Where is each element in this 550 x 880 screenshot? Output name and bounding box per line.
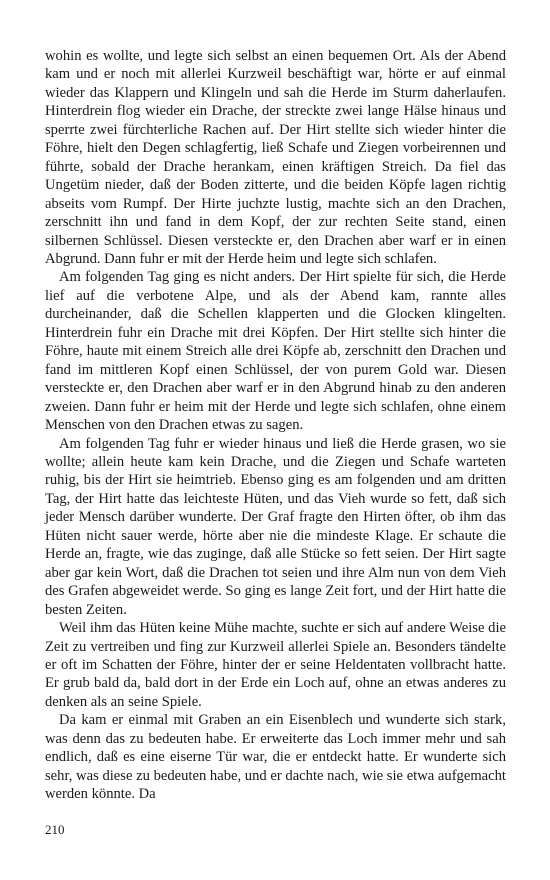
paragraph-4: Weil ihm das Hüten keine Mühe machte, suchte er sich auf andere Weise die Zeit zu vertreiben und fing zur Kurzweil allerlei Spiele an. Besonders tändelte er oft im Schatten der Föhre, hinter der er seine Heldentaten vollbracht hatte. Er grub bald da, bald dort in der Erde ein Loch auf, ohne an etwas anderes zu denken als an seine Spiele. [45, 620, 506, 710]
paragraph-5: Da kam er einmal mit Graben an ein Eisenblech und wunderte sich stark, was denn das zu bedeuten habe. Er erweiterte das Loch immer mehr und sah endlich, daß es eine eiserne Tür war, die er entdeckt hatte. Er wunderte sich sehr, was diese zu bedeuten habe, und er dachte nach, wie sie etwa aufgemacht werden könnte. Da [45, 712, 506, 803]
paragraph-2: Am folgenden Tag ging es nicht anders. Der Hirt spielte für sich, die Herde lief auf die verbotene Alpe, und als der Abend kam, rannte alles durcheinander, daß die Schellen klapperten und die Glocken klingelten. Hinterdrein fuhr ein Drache mit drei Köpfen. Der Hirt stellte sich hinter die Föhre, haute mit einem Streich alle drei Köpfe ab, zerschnitt den Drachen und fand im mittleren Kopf einen Schlüssel, der von purem Gold war. Diesen versteckte er, den Drachen aber warf er in den Abgrund hinab zu den anderen zweien. Dann fuhr er heim mit der Herde und legte sich schlafen, ohne einem Menschen von den Drachen etwas zu sagen. [45, 269, 506, 434]
paragraph-3: Am folgenden Tag fuhr er wieder hinaus und ließ die Herde grasen, wo sie wollte; allein heute kam kein Drache, und die Ziegen und Schafe warteten ruhig, bis der Hirt sie heimtrieb. Ebenso ging es am folgenden und am dritten Tag, der Hirt hatte das leichteste Hüten, und das Vieh wurde so fett, daß sich jeder Mensch darüber wunderte. Der Graf fragte den Hirten öfter, ob ihm das Hüten nicht sauer werde, hörte aber nie die mindeste Klage. Er schaute die Herde an, fragte, wie das zuginge, daß alle Stücke so fett seien. Der Hirt sagte aber gar kein Wort, daß die Drachen tot seien und ihre Alm nun von dem Vieh des Grafen abgeweidet werde. So ging es lange Zeit fort, und der Hirt hatte die besten Zeiten. [45, 435, 506, 618]
body-text [45, 47, 506, 804]
paragraph-1: wohin es wollte, und legte sich selbst an einen bequemen Ort. Als der Abend kam und er noch mit allerlei Kurzweil beschäftigt war, hörte er auf einmal wieder das Klappern und Klingeln und sah die Herde im Sturm daherlaufen. Hinterdrein flog wieder ein Drache, der streckte zwei lange Hälse hinaus und sperrte zwei fürchterliche Rachen auf. Der Hirt stellte sich wieder hinter die Föhre, hielt den Degen schlagfertig, ließ Schafe und Ziegen vorbeirennen und führte, sobald der Drache herankam, einen kräftigen Streich. Da fiel das Ungetüm nieder, daß der Boden zitterte, und die beiden Köpfe lagen richtig abseits vom Rumpf. Der Hirte juchzte lustig, machte sich an den Drachen, zerschnitt ihn und fand in dem Kopf, der zur rechten Seite stand, einen silbernen Schlüssel. Diesen versteckte er, den Drachen aber warf er in einen Abgrund. Dann fuhr er mit der Herde heim und legte sich schlafen. [45, 48, 506, 267]
page-number: 210 [45, 822, 65, 837]
